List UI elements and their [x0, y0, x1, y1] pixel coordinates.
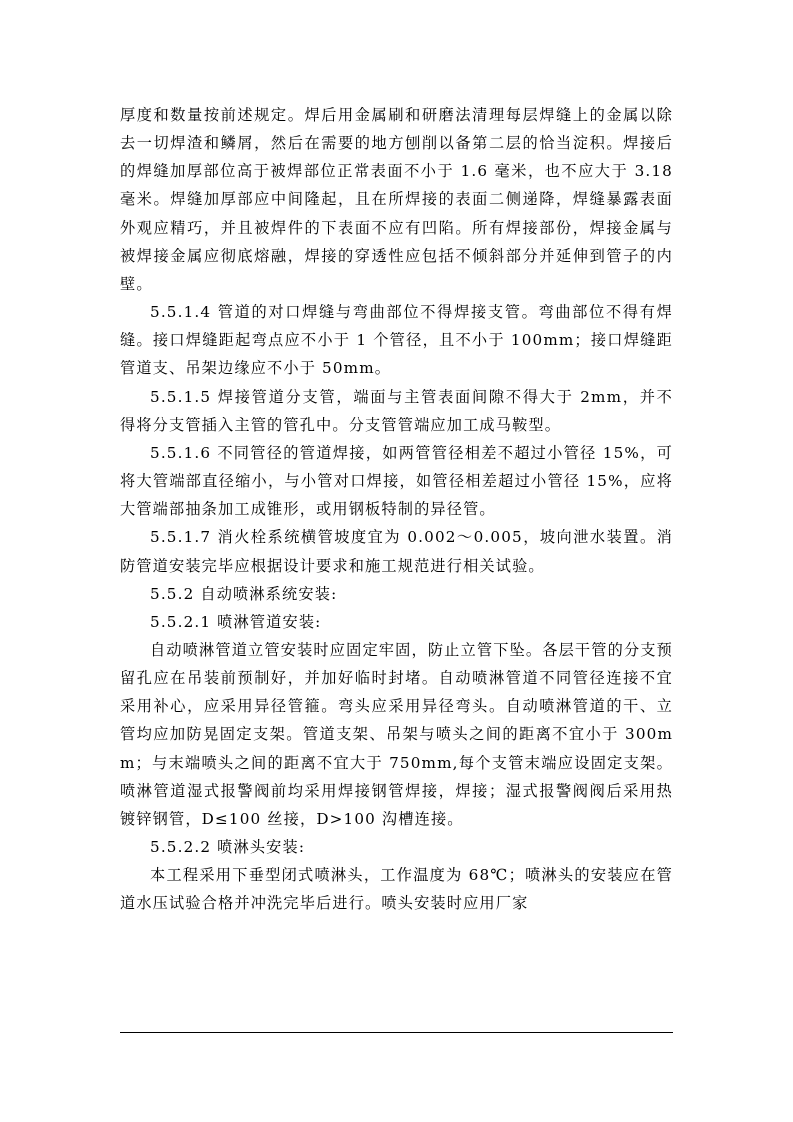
heading-5-5-2-1: 5.5.2.1 喷淋管道安装: — [150, 612, 322, 631]
paragraph-welding-thickness: 厚度和数量按前述规定。焊后用金属刷和研磨法清理每层焊缝上的金属以除去一切焊渣和鳞屑，然后在需要的地方刨削以备第二层的恰当淀积。焊接后的焊缝加厚部位高于被焊部位正常表面不小于 1.6 毫米，也不应大于 3.18 毫米。焊缝加厚部应中间隆起，且在所焊接的表面二侧递降，焊缝暴露表面外观应精巧，并且被焊件的下表面不应有凹陷。所有焊接部份，焊接金属与被焊接金属应彻底熔融，焊接的穿透性应包括不倾斜部分并延伸到管子的内壁。 — [120, 106, 673, 293]
paragraph-5-5-1-5: 5.5.1.5 焊接管道分支管，端面与主管表面间隙不得大于 2mm，并不得将分支管插入主管的管孔中。分支管管端应加工成马鞍型。 — [120, 387, 673, 434]
footer-divider — [120, 1032, 673, 1033]
heading-5-5-2: 5.5.2 自动喷淋系统安装: — [150, 584, 338, 603]
document-body — [120, 101, 673, 918]
paragraph-sprinkler-pipe-install: 自动喷淋管道立管安装时应固定牢固，防止立管下坠。各层干管的分支预留孔应在吊装前预制好，并加好临时封堵。自动喷淋管道不同管径连接不宜采用补心，应采用异径管箍。弯头应采用异径弯头。自动喷淋管道的干、立管均应加防晃固定支架。管道支架、吊架与喷头之间的距离不宜小于 300mm；与末端喷头之间的距离不宜大于 750mm,每个支管末端应设固定支架。喷淋管道湿式报警阀前均采用焊接钢管焊接，焊接；湿式报警阀阀后采用热镀锌钢管，D≤100 丝接，D>100 沟槽连接。 — [120, 640, 673, 828]
paragraph-5-5-1-4: 5.5.1.4 管道的对口焊缝与弯曲部位不得焊接支管。弯曲部位不得有焊缝。接口焊缝距起弯点应不小于 1 个管径，且不小于 100mm；接口焊缝距管道支、吊架边缘应不小于 50mm。 — [120, 303, 673, 378]
heading-5-5-2-2: 5.5.2.2 喷淋头安装: — [150, 838, 306, 857]
paragraph-5-5-1-6: 5.5.1.6 不同管径的管道焊接，如两管管径相差不超过小管径 15%，可将大管端部直径缩小，与小管对口焊接，如管径相差超过小管径 15%，应将大管端部抽条加工成锥形，或用钢板特制的异径管。 — [120, 443, 673, 519]
paragraph-sprinkler-head-install: 本工程采用下垂型闭式喷淋头，工作温度为 68℃；喷淋头的安装应在管道水压试验合格并冲洗完毕后进行。喷头安装时应用厂家 — [120, 866, 673, 913]
paragraph-5-5-1-7: 5.5.1.7 消火栓系统横管坡度宜为 0.002～0.005，坡向泄水装置。消防管道安装完毕应根据设计要求和施工规范进行相关试验。 — [120, 528, 673, 575]
